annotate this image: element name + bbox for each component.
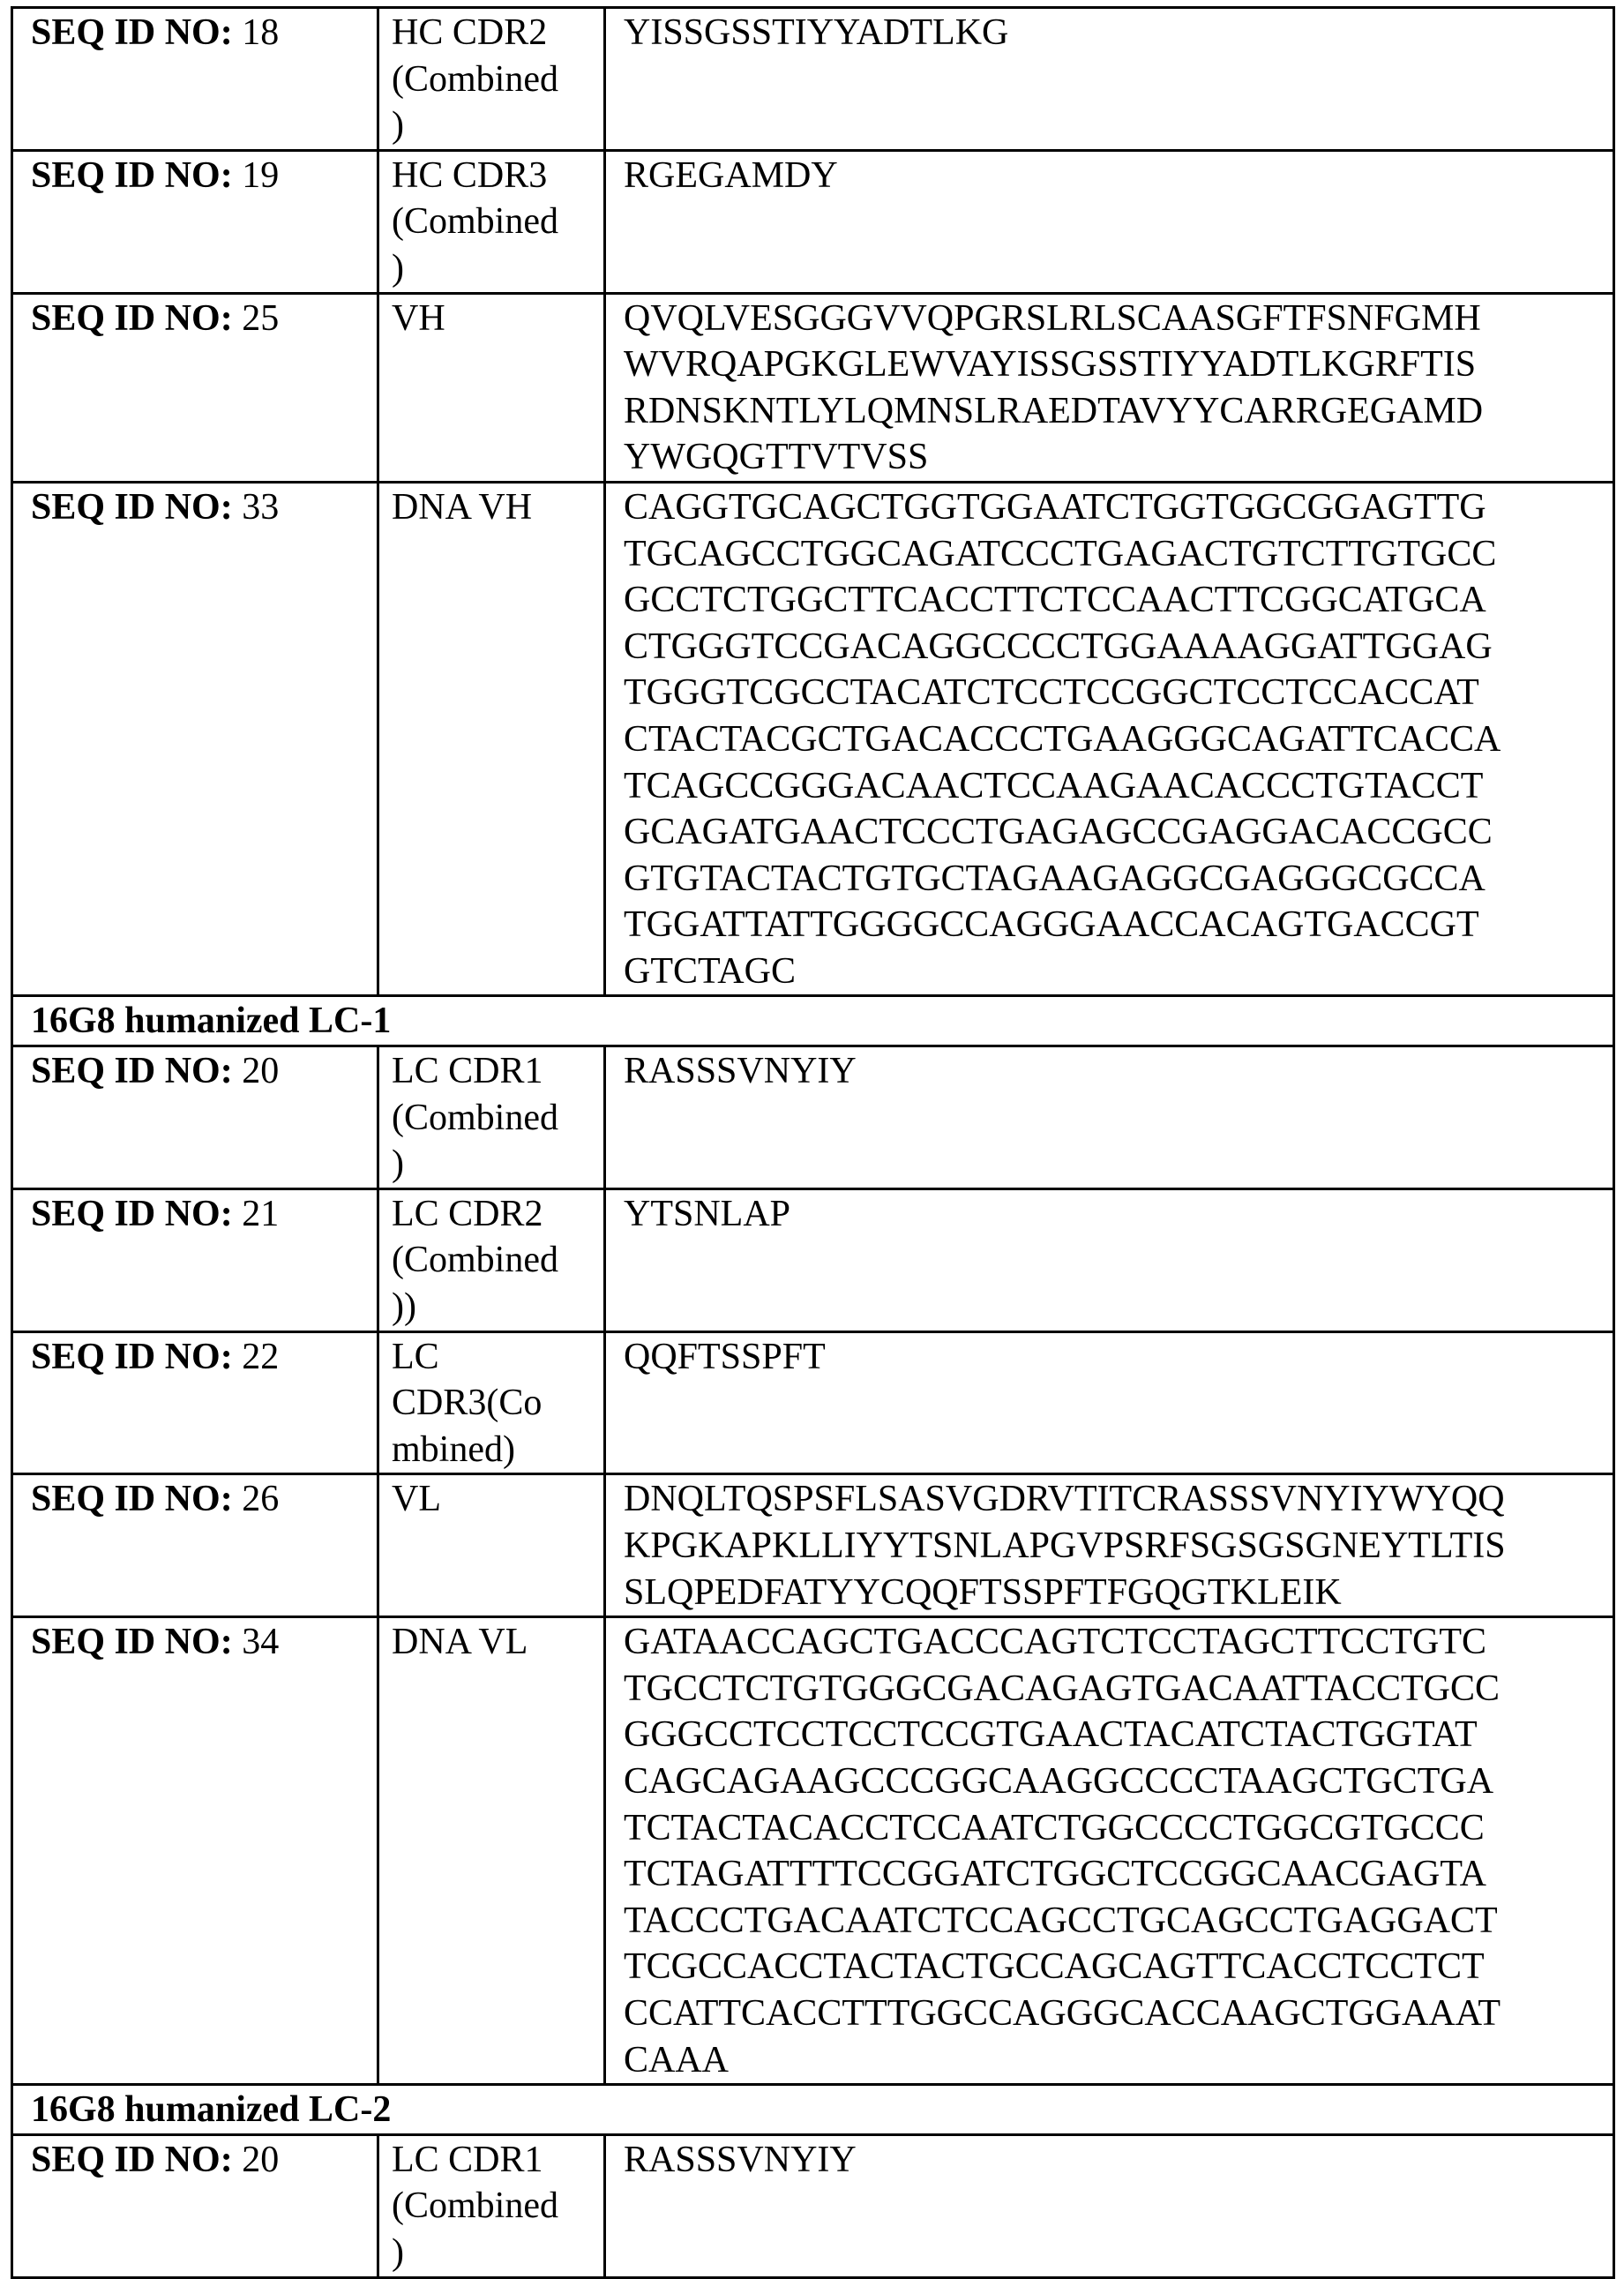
seq-id-cell — [12, 1617, 378, 2085]
region-description-cell: HC CDR2 (Combined ) — [378, 8, 605, 151]
table-row — [12, 1617, 1614, 2085]
seq-id-cell — [12, 8, 378, 151]
seq-id-number: 19 — [242, 155, 279, 196]
seq-id-number: 25 — [242, 298, 279, 339]
sequence-cell: YTSNLAP — [605, 1188, 1614, 1331]
seq-id-number: 22 — [242, 1337, 279, 1377]
section-title: 16G8 humanized LC-2 — [12, 2085, 1614, 2135]
seq-id-label: SEQ ID NO: — [31, 12, 233, 53]
seq-id-label: SEQ ID NO: — [31, 1194, 233, 1234]
region-description-cell: DNA VL — [378, 1617, 605, 2085]
section-title: 16G8 humanized LC-1 — [12, 996, 1614, 1046]
seq-id-cell — [12, 2134, 378, 2277]
sequence-cell: YISSGSSTIYYADTLKG — [605, 8, 1614, 151]
seq-id-number: 18 — [242, 12, 279, 53]
seq-id-label: SEQ ID NO: — [31, 1479, 233, 1519]
region-description-cell: LC CDR3(Co mbined) — [378, 1331, 605, 1474]
sequence-cell: CAGGTGCAGCTGGTGGAATCTGGTGGCGGAGTTG TGCAGCCTGGCAGATCCCTGAGACTGTCTTGTGCC GCCTCTGGCTTCACCTTCTCCAACTTCGGCATGCA CTGGGTCCGACAGGCCCCTGGAAAAGGATTGGAG TGGGTCGCCTACATCTCCTCCGGCTCCTCCACCAT CTACTACGCTGACACCCTGAAGGGCAGATTCACCA TCAGCCGGGACAACTCCAAGAACACCCTGTACCT GCAGATGAACTCCCTGAGAGCCGAGGACACCGCC GTGTACTACTGTGCTAGAAGAGGCGAGGGCGCCA TGGATTATTGGGGCCAGGGAACCACAGTGACCGT GTCTAGC — [605, 482, 1614, 996]
table-row — [12, 2134, 1614, 2277]
table-row — [12, 1188, 1614, 1331]
section-header-row — [12, 2085, 1614, 2135]
seq-id-number: 34 — [242, 1622, 279, 1662]
sequence-cell: GATAACCAGCTGACCCAGTCTCCTAGCTTCCTGTC TGCCTCTGTGGGCGACAGAGTGACAATTACCTGCC GGGCCTCCTCCTCCGTGAACTACATCTACTGGTAT CAGCAGAAGCCCGGCAAGGCCCCTAAGCTGCTGA TCTACTACACCTCCAATCTGGCCCCTGGCGTGCCC TCTAGATTTTCCGGATCTGGCTCCGGCAACGAGTA TACCCTGACAATCTCCAGCCTGCAGCCTGAGGACT TCGCCACCTACTACTGCCAGCAGTTCACCTCCTCT CCATTCACCTTTGGCCAGGGCACCAAGCTGGAAAT CAAA — [605, 1617, 1614, 2085]
seq-id-label: SEQ ID NO: — [31, 1622, 233, 1662]
region-description-cell: LC CDR2 (Combined )) — [378, 1188, 605, 1331]
seq-id-label: SEQ ID NO: — [31, 155, 233, 196]
seq-id-number: 26 — [242, 1479, 279, 1519]
seq-id-cell — [12, 1046, 378, 1189]
table-row — [12, 293, 1614, 482]
sequence-cell: QVQLVESGGGVVQPGRSLRLSCAASGFTFSNFGMH WVRQAPGKGLEWVAYISSGSSTIYYADTLKGRFTIS RDNSKNTLYLQMNSLRAEDTAVYYCARRGEGAMD YWGQGTTVTVSS — [605, 293, 1614, 482]
region-description-cell: DNA VH — [378, 482, 605, 996]
seq-id-number: 21 — [242, 1194, 279, 1234]
sequence-cell: RASSSVNYIY — [605, 1046, 1614, 1189]
sequence-cell: DNQLTQSPSFLSASVGDRVTITCRASSSVNYIYWYQQ KPGKAPKLLIYYTSNLAPGVPSRFSGSGSGNEYTLTIS SLQPEDFATYYCQQFTSSPFTFGQGTKLEIK — [605, 1474, 1614, 1617]
region-description-cell: VH — [378, 293, 605, 482]
seq-id-number: 33 — [242, 487, 279, 528]
region-description-cell: LC CDR1 (Combined ) — [378, 1046, 605, 1189]
sequence-cell: QQFTSSPFT — [605, 1331, 1614, 1474]
table-row — [12, 482, 1614, 996]
region-description-cell: VL — [378, 1474, 605, 1617]
seq-id-cell — [12, 150, 378, 293]
seq-id-cell — [12, 1474, 378, 1617]
table-row — [12, 1331, 1614, 1474]
section-header-row — [12, 996, 1614, 1046]
sequence-table-body — [12, 8, 1614, 2278]
table-row — [12, 8, 1614, 151]
sequence-table — [11, 6, 1615, 2279]
seq-id-label: SEQ ID NO: — [31, 298, 233, 339]
seq-id-cell — [12, 482, 378, 996]
sequence-cell: RASSSVNYIY — [605, 2134, 1614, 2277]
seq-id-cell — [12, 1188, 378, 1331]
table-row — [12, 1474, 1614, 1617]
seq-id-label: SEQ ID NO: — [31, 2140, 233, 2180]
table-row — [12, 150, 1614, 293]
seq-id-cell — [12, 1331, 378, 1474]
table-row — [12, 1046, 1614, 1189]
seq-id-label: SEQ ID NO: — [31, 487, 233, 528]
sequence-cell: RGEGAMDY — [605, 150, 1614, 293]
seq-id-label: SEQ ID NO: — [31, 1337, 233, 1377]
region-description-cell: HC CDR3 (Combined ) — [378, 150, 605, 293]
seq-id-number: 20 — [242, 1051, 279, 1091]
region-description-cell: LC CDR1 (Combined ) — [378, 2134, 605, 2277]
seq-id-label: SEQ ID NO: — [31, 1051, 233, 1091]
seq-id-cell — [12, 293, 378, 482]
seq-id-number: 20 — [242, 2140, 279, 2180]
